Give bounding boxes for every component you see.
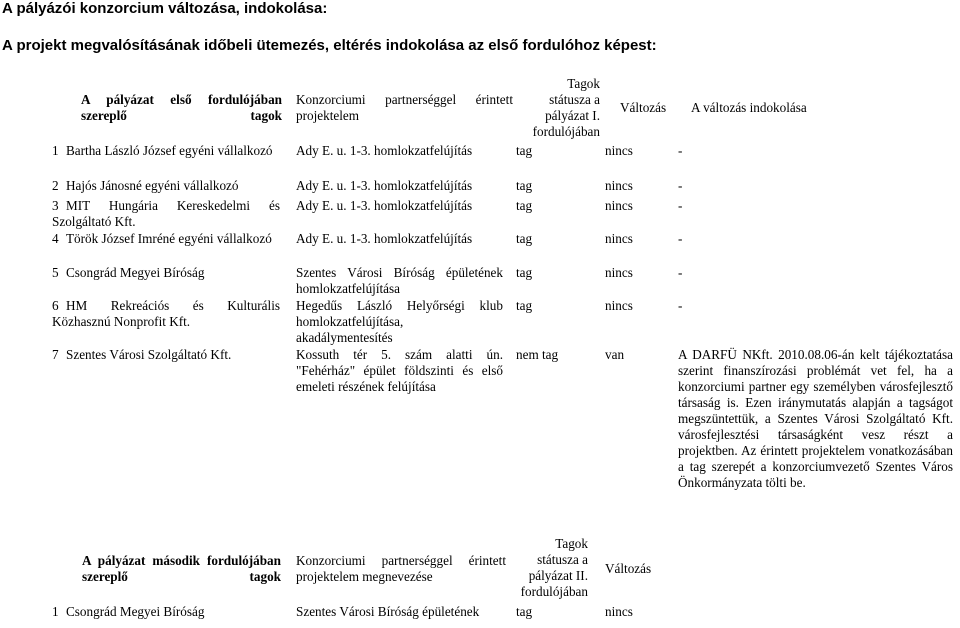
row-change: nincs	[605, 198, 633, 213]
row-project: Ady E. u. 1-3. homlokzatfelújítás	[296, 143, 473, 158]
row-change: nincs	[605, 265, 633, 280]
row-number: 4	[52, 231, 59, 246]
row-number: 3	[52, 198, 59, 213]
row-status: tag	[516, 143, 533, 158]
row-status: tag	[516, 265, 533, 280]
row-reason: A DARFÜ NKft. 2010.08.06-án kelt tájékoztatása szerint finanszírozási problémát vet fel, ha a konzorciumi partner egy személyben városfejlesztő társaság is. Ezen iránymutatás alapján a tagságot megszüntettük, a Szentes Városi Szolgáltató Kft. városfejlesztési társaságként vesz részt a projektben. Az érintett projektelem vonatkozásában a tag szerepét a konzorciumvezető Szentes Város Önkormányzata tölti be.	[678, 347, 953, 490]
row-change: nincs	[605, 178, 633, 193]
row-number: 1	[52, 143, 59, 158]
header-change: Változás	[620, 100, 667, 115]
row-member: HM Rekreációs és Kulturális Közhasznú Nonprofit Kft.	[52, 298, 280, 329]
row-status: tag	[516, 198, 533, 213]
table-row	[52, 198, 280, 230]
row-project: Hegedűs László Helyőrségi klub homlokzatfelújítása, akadálymentesítés	[296, 298, 503, 345]
row-member: Hajós Jánosné egyéni vállalkozó	[66, 178, 239, 193]
row-member: MIT Hungária Kereskedelmi és Szolgáltató Kft.	[52, 198, 280, 229]
row-status: tag	[516, 231, 533, 246]
row-project: Szentes Városi Bíróság épületének homlokzatfelújítása	[296, 265, 503, 296]
header-status: Tagok státusza a pályázat II. fordulójában	[520, 536, 588, 599]
table-header-row	[52, 74, 812, 142]
row-reason: -	[678, 178, 683, 193]
row-status: tag	[516, 298, 533, 313]
row-change: van	[605, 347, 625, 362]
row-member: Török József Imréné egyéni vállalkozó	[66, 231, 272, 246]
header-project: Konzorciumi partnerséggel érintett projektelem	[296, 92, 513, 123]
row-status: tag	[516, 178, 533, 193]
row-number: 2	[52, 178, 59, 193]
row-reason: -	[678, 198, 683, 213]
row-reason: -	[678, 143, 683, 158]
row-change: nincs	[605, 231, 633, 246]
header-members: A pályázat első fordulójában szereplő tagok	[81, 92, 282, 123]
heading-consortium-change: A pályázói konzorcium változása, indokolása:	[2, 0, 328, 17]
table-row	[52, 298, 280, 330]
row-change: nincs	[605, 604, 633, 619]
table-row	[52, 231, 280, 247]
row-project: Ady E. u. 1-3. homlokzatfelújítás	[296, 231, 473, 246]
row-project: Szentes Városi Bíróság épületének	[296, 604, 480, 619]
row-member: Bartha László József egyéni vállalkozó	[66, 143, 273, 158]
row-status: nem tag	[516, 347, 559, 362]
table-first-round	[52, 74, 812, 142]
row-change: nincs	[605, 143, 633, 158]
row-project: Ady E. u. 1-3. homlokzatfelújítás	[296, 198, 473, 213]
header-change: Változás	[605, 561, 652, 576]
row-member: Csongrád Megyei Bíróság	[66, 265, 205, 280]
row-status: tag	[516, 604, 533, 619]
header-reason: A változás indokolása	[691, 100, 807, 115]
header-members: A pályázat második fordulójában szereplő tagok	[82, 553, 281, 584]
row-member: Csongrád Megyei Bíróság	[66, 604, 205, 619]
row-project: Kossuth tér 5. szám alatti ún. "Fehérház" épület földszinti és első emeleti részének felújítása	[296, 347, 503, 394]
row-number: 7	[52, 347, 59, 362]
table-row	[52, 265, 292, 281]
heading-schedule-deviation: A projekt megvalósításának időbeli ütemezés, eltérés indokolása az első fordulóhoz képest:	[2, 37, 657, 54]
row-number: 6	[52, 298, 59, 313]
row-number: 1	[52, 604, 59, 619]
row-reason: -	[678, 298, 683, 313]
row-change: nincs	[605, 298, 633, 313]
row-project: Ady E. u. 1-3. homlokzatfelújítás	[296, 178, 473, 193]
row-reason: -	[678, 265, 683, 280]
header-status: Tagok státusza a pályázat I. fordulójában	[532, 76, 600, 139]
row-member: Szentes Városi Szolgáltató Kft.	[66, 347, 232, 362]
header-project: Konzorciumi partnerséggel érintett projektelem megnevezése	[296, 553, 506, 584]
table-row	[52, 347, 292, 363]
table-row	[52, 604, 292, 620]
row-number: 5	[52, 265, 59, 280]
table-row	[52, 178, 292, 194]
row-reason: -	[678, 231, 683, 246]
